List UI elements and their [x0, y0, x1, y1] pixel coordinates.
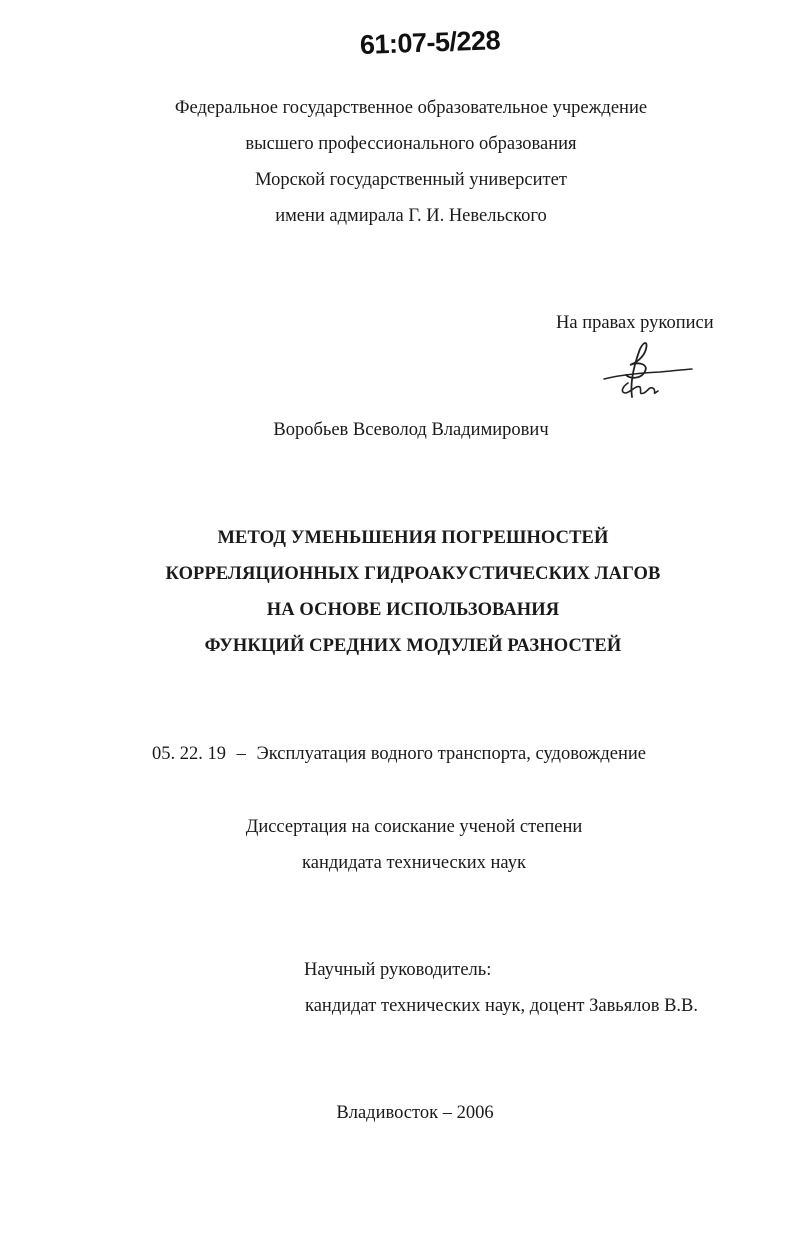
- city-year: Владивосток – 2006: [336, 1103, 494, 1123]
- institution-line: Федеральное государственное образовательное учреждение: [174, 98, 648, 118]
- specialty-code: 05. 22. 19: [152, 744, 226, 764]
- handwritten-signature: [600, 335, 695, 405]
- degree-line: Диссертация на соискание ученой степени: [245, 817, 583, 837]
- institution-line: Морской государственный университет: [255, 170, 567, 190]
- archive-number-stamp: 61:07-5/228: [359, 25, 501, 60]
- title-line: КОРРЕЛЯЦИОННЫХ ГИДРОАКУСТИЧЕСКИХ ЛАГОВ: [165, 564, 661, 584]
- institution-line: высшего профессионального образования: [245, 134, 577, 154]
- rights-note: На правах рукописи: [556, 313, 714, 333]
- specialty-line: [152, 744, 646, 765]
- supervisor-name: кандидат технических наук, доцент Завьялов В.В.: [305, 996, 699, 1016]
- specialty-name: Эксплуатация водного транспорта, судовождение: [256, 744, 647, 764]
- title-line: МЕТОД УМЕНЬШЕНИЯ ПОГРЕШНОСТЕЙ: [217, 528, 609, 548]
- institution-line: имени адмирала Г. И. Невельского: [275, 206, 547, 226]
- specialty-dash: –: [236, 744, 246, 764]
- supervisor-label: Научный руководитель:: [304, 960, 492, 980]
- title-line: НА ОСНОВЕ ИСПОЛЬЗОВАНИЯ: [266, 600, 560, 620]
- author-name: Воробьев Всеволод Владимирович: [273, 420, 549, 440]
- degree-line: кандидата технических наук: [302, 853, 526, 873]
- title-line: ФУНКЦИЙ СРЕДНИХ МОДУЛЕЙ РАЗНОСТЕЙ: [204, 636, 622, 656]
